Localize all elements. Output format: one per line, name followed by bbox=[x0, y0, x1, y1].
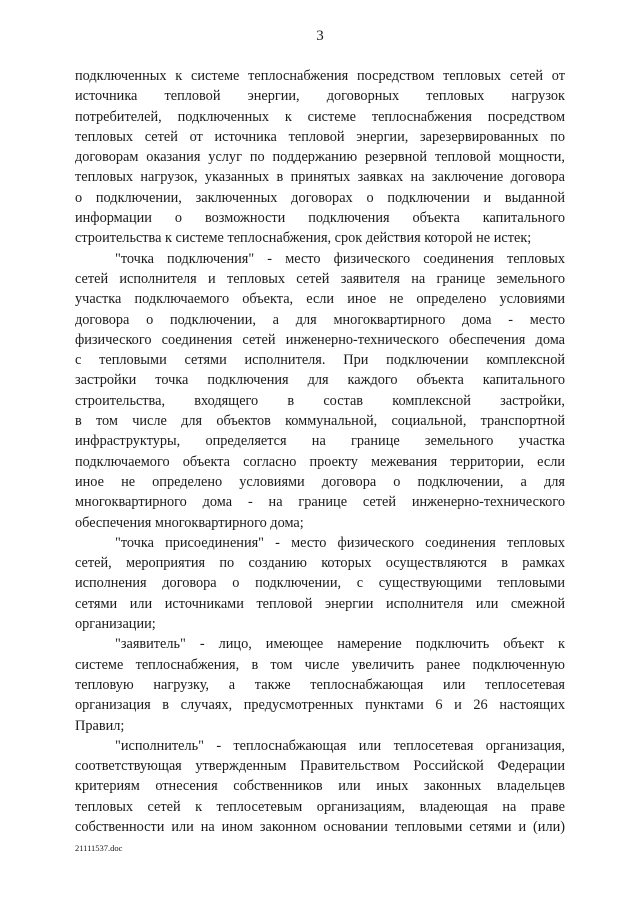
text-line: системе теплоснабжения, в том числе увеличить ранее подключенную bbox=[75, 656, 565, 673]
text-line: тепловую нагрузку, а также теплоснабжающая или теплосетевая bbox=[75, 676, 565, 693]
page-number: 3 bbox=[316, 28, 324, 44]
text-line: подключенных к системе теплоснабжения посредством тепловых сетей от bbox=[75, 68, 565, 84]
text-line: организация в случаях, предусмотренных пунктами 6 и 26 настоящих bbox=[75, 697, 565, 714]
text-line: сетей, мероприятия по созданию которых осуществляются в рамках bbox=[75, 555, 565, 572]
text-line: подключаемого объекта согласно проекту межевания территории, если bbox=[75, 453, 565, 470]
text-line: тепловых сетей к теплосетевым организациям, владеющая на праве bbox=[75, 798, 565, 815]
document-footer-filename: 21111537.doc bbox=[75, 843, 123, 853]
text-line: потребителей, подключенных к системе теплоснабжения посредством bbox=[75, 108, 565, 125]
text-line: физического соединения сетей инженерно-технического обеспечения дома bbox=[75, 331, 565, 348]
text-line: строительства к системе теплоснабжения, срок действия которой не истек; bbox=[75, 230, 532, 247]
text-line: сетей исполнителя и тепловых сетей заявителя на границе земельного bbox=[75, 270, 565, 287]
paragraph-connection-point bbox=[75, 249, 565, 533]
text-line: тепловых сетей от источника тепловой энергии, зарезервированных по bbox=[75, 128, 565, 145]
text-line: участка подключаемого объекта, если иное не определено условиями bbox=[75, 291, 565, 308]
document-body bbox=[75, 66, 565, 837]
text-line: тепловых нагрузок, указанных в принятых заявках на заключение договора bbox=[75, 169, 565, 186]
text-line: информации о возможности подключения объекта капитального bbox=[75, 210, 565, 227]
text-line: собственности или на ином законном основании тепловыми сетями и (или) bbox=[75, 818, 565, 835]
text-line: Правил; bbox=[75, 717, 125, 734]
text-line: о подключении, заключенных договорах о подключении и выданной bbox=[75, 189, 565, 206]
text-line: "точка подключения" - место физического соединения тепловых bbox=[115, 250, 565, 267]
text-line: в том числе для объектов коммунальной, социальной, транспортной bbox=[75, 413, 565, 430]
text-line: соответствующая утвержденным Правительством Российской Федерации bbox=[75, 758, 565, 775]
text-line: с тепловыми сетями исполнителя. При подключении комплексной bbox=[75, 352, 565, 369]
paragraph-attachment-point bbox=[75, 533, 565, 634]
text-line: обеспечения многоквартирного дома; bbox=[75, 514, 304, 531]
text-line: иное не определено условиями договора о подключении, а для bbox=[75, 473, 565, 490]
text-line: договорам оказания услуг по поддержанию резервной тепловой мощности, bbox=[75, 149, 565, 166]
text-line: "заявитель" - лицо, имеющее намерение подключить объект к bbox=[115, 636, 565, 653]
text-line: инфраструктуры, определяется на границе земельного участка bbox=[75, 433, 565, 450]
text-line: сетями или источниками тепловой энергии исполнителя или смежной bbox=[75, 595, 565, 612]
text-line: договора о подключении, а для многоквартирного дома - место bbox=[75, 311, 565, 328]
text-line: "точка присоединения" - место физического соединения тепловых bbox=[115, 534, 565, 551]
paragraph-applicant bbox=[75, 634, 565, 735]
text-line: критериям отнесения собственников или иных законных владельцев bbox=[75, 778, 565, 795]
paragraph-executor bbox=[75, 736, 565, 837]
text-line: источника тепловой энергии, договорных тепловых нагрузок bbox=[75, 88, 565, 105]
text-line: застройки точка подключения для каждого объекта капитального bbox=[75, 372, 565, 389]
text-line: строительства, входящего в состав комплексной застройки, bbox=[75, 392, 565, 409]
text-line: многоквартирного дома - на границе сетей инженерно-технического bbox=[75, 494, 565, 511]
paragraph-continuation bbox=[75, 66, 565, 249]
text-line: организации; bbox=[75, 616, 156, 633]
text-line: исполнения договора о подключении, с существующими тепловыми bbox=[75, 575, 565, 592]
text-line: "исполнитель" - теплоснабжающая или теплосетевая организация, bbox=[115, 737, 565, 754]
